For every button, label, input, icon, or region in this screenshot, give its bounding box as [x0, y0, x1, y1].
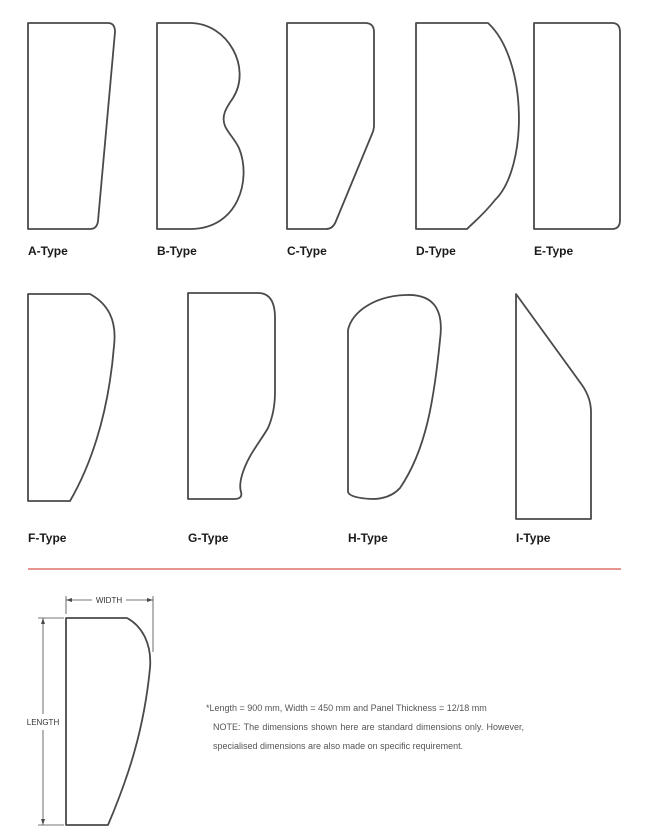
shape-h-type	[348, 295, 441, 499]
shape-c-type	[287, 23, 374, 229]
label-a-type: A-Type	[28, 244, 68, 258]
shape-e-type	[534, 23, 620, 229]
shape-f-type	[28, 294, 115, 501]
shape-b-type	[157, 23, 244, 229]
label-h-type: H-Type	[348, 531, 388, 545]
shape-g-type	[188, 293, 275, 499]
spec-note: *Length = 900 mm, Width = 450 mm and Panel Thickness = 12/18 mm	[206, 703, 487, 713]
label-b-type: B-Type	[157, 244, 197, 258]
shape-a-type	[28, 23, 115, 229]
label-d-type: D-Type	[416, 244, 456, 258]
length-label: LENGTH	[26, 718, 60, 727]
label-e-type: E-Type	[534, 244, 574, 258]
dimension-notes	[206, 699, 524, 756]
width-label: WIDTH	[95, 596, 123, 605]
dimension-shape	[66, 618, 150, 825]
shape-i-type	[516, 294, 591, 519]
label-f-type: F-Type	[28, 531, 67, 545]
label-i-type: I-Type	[516, 531, 551, 545]
dimension-diagram	[27, 596, 153, 825]
shape-d-type	[416, 23, 519, 229]
custom-dimension-note: NOTE: The dimensions shown here are standard dimensions only. However, specialised dimensions are also made on specific requirement.	[213, 722, 524, 751]
label-g-type: G-Type	[188, 531, 229, 545]
label-c-type: C-Type	[287, 244, 327, 258]
